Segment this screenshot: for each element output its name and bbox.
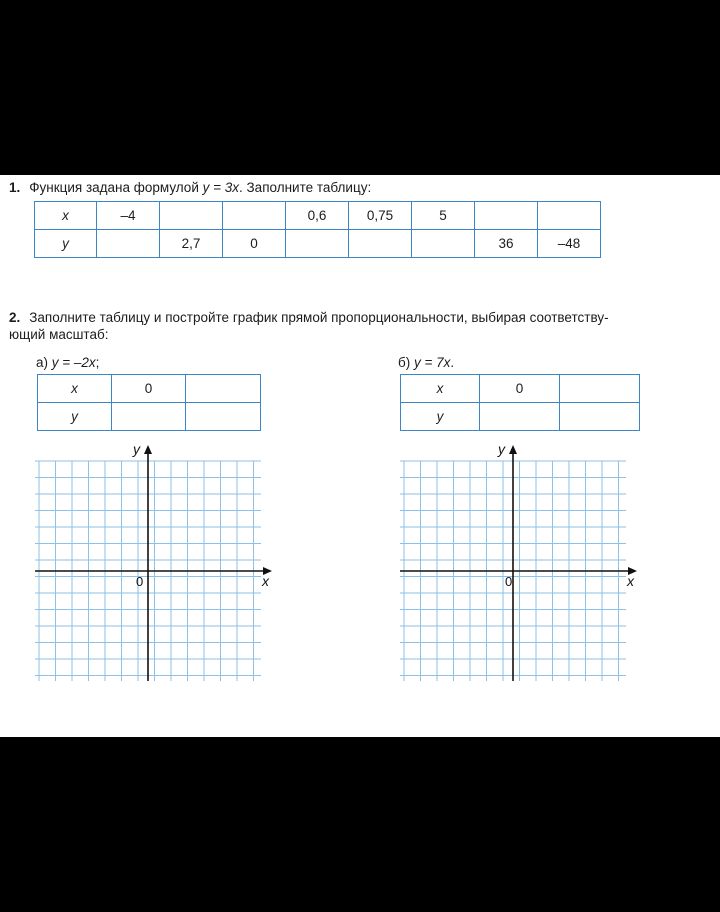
part-b-x-label: x: [627, 573, 634, 589]
worksheet-page: [0, 175, 720, 737]
task1-y-cell-4[interactable]: [286, 230, 349, 258]
task2-title-line2: [9, 326, 108, 343]
task1-number: 1.: [9, 180, 21, 195]
task1-x-cell-8[interactable]: [538, 202, 601, 230]
task1-x-cell-1[interactable]: –4: [97, 202, 160, 230]
task2-number: 2.: [9, 310, 21, 325]
part-a-y-header: y: [38, 403, 112, 431]
part-a-x-label: x: [262, 573, 269, 589]
part-a-y-label: y: [133, 441, 140, 457]
part-a-y-cell-2[interactable]: [186, 403, 261, 431]
part-b-y-cell-2[interactable]: [560, 403, 640, 431]
part-b-x-cell-1[interactable]: 0: [480, 375, 560, 403]
part-a-y-cell-1[interactable]: [112, 403, 186, 431]
task1-y-cell-1[interactable]: [97, 230, 160, 258]
part-b-suffix: .: [450, 355, 455, 370]
part-b-label: [398, 355, 454, 370]
task1-x-cell-6[interactable]: 5: [412, 202, 475, 230]
part-b-x-cell-2[interactable]: [560, 375, 640, 403]
task1-y-cell-2[interactable]: 2,7: [160, 230, 223, 258]
part-a-label: [36, 355, 99, 370]
task2-title-line1: [9, 309, 609, 326]
task1-text-b: . Заполните таблицу:: [239, 180, 372, 195]
task1-y-cell-8[interactable]: –48: [538, 230, 601, 258]
task1-x-cell-5[interactable]: 0,75: [349, 202, 412, 230]
task1-x-cell-4[interactable]: 0,6: [286, 202, 349, 230]
task1-table: [34, 201, 601, 258]
part-b-y-arrow-icon: [509, 445, 517, 454]
part-b-table: [400, 374, 640, 431]
part-a-x-cell-1[interactable]: 0: [112, 375, 186, 403]
task1-row-y: [35, 230, 601, 258]
part-a-coordinate-grid[interactable]: [30, 441, 280, 685]
task2-line1: Заполните таблицу и постройте график прямой пропорциональности, выбирая соответству-: [29, 310, 609, 325]
part-a-letter: а): [36, 355, 52, 370]
part-a-y-arrow-icon: [144, 445, 152, 454]
part-b-origin-label: 0: [505, 574, 513, 589]
task1-y-cell-6[interactable]: [412, 230, 475, 258]
task1-title: [9, 179, 371, 196]
task1-x-cell-2[interactable]: [160, 202, 223, 230]
part-b-letter: б): [398, 355, 414, 370]
task1-row-x: [35, 202, 601, 230]
part-a-x-header: x: [38, 375, 112, 403]
part-b-coordinate-grid[interactable]: [395, 441, 645, 685]
task1-formula: y = 3x: [202, 180, 240, 195]
part-a-table: [37, 374, 261, 431]
task2-line2: ющий масштаб:: [9, 327, 109, 342]
part-b-formula: y = 7x: [413, 355, 451, 370]
task1-x-header: x: [35, 202, 97, 230]
task1-x-cell-7[interactable]: [475, 202, 538, 230]
task1-y-cell-3[interactable]: 0: [223, 230, 286, 258]
part-b-y-header: y: [401, 403, 480, 431]
task1-x-cell-3[interactable]: [223, 202, 286, 230]
part-b-y-label: y: [498, 441, 505, 457]
task1-y-cell-5[interactable]: [349, 230, 412, 258]
part-a-x-cell-2[interactable]: [186, 375, 261, 403]
part-a-formula: y = –2x: [51, 355, 96, 370]
task1-text-a: Функция задана формулой: [29, 180, 203, 195]
task1-y-cell-7[interactable]: 36: [475, 230, 538, 258]
part-a-origin-label: 0: [136, 574, 144, 589]
part-b-x-header: x: [401, 375, 480, 403]
task1-y-header: y: [35, 230, 97, 258]
part-b-y-cell-1[interactable]: [480, 403, 560, 431]
part-a-suffix: ;: [95, 355, 100, 370]
